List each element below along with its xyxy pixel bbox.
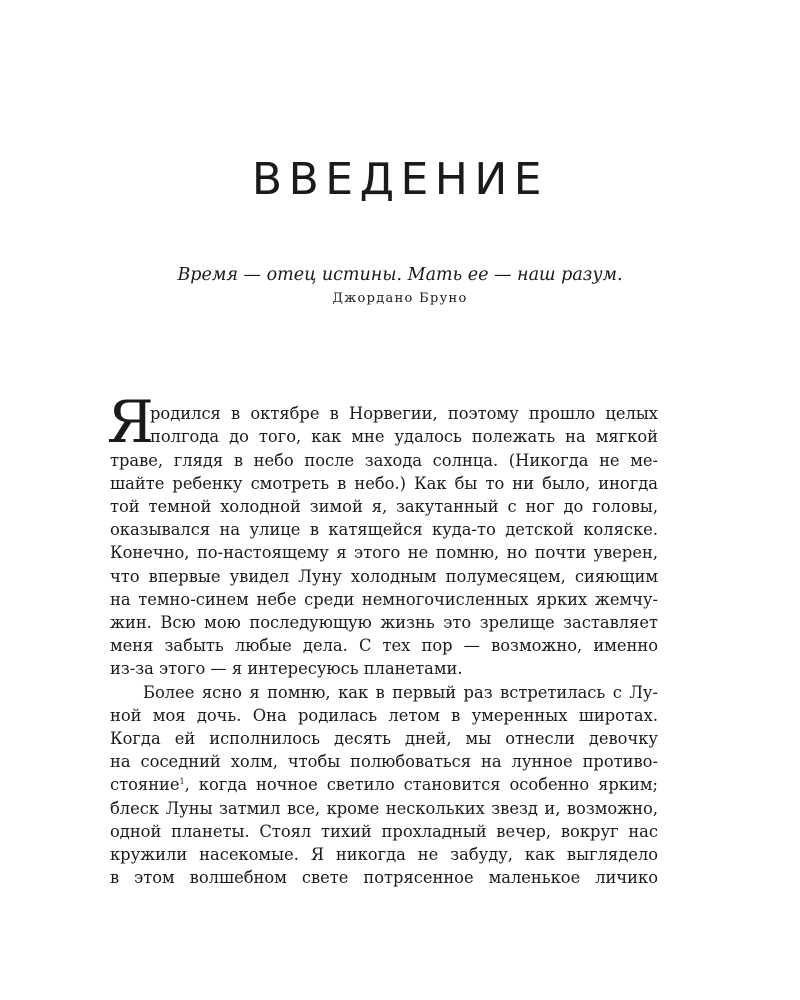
text-fragment: стояние — [110, 775, 180, 794]
text-line: оказывался на улице в катящейся куда-то детской коляске. — [110, 520, 658, 539]
epigraph-author: Джордано Бруно — [332, 291, 468, 306]
text-line: кружили насекомые. Я никогда не забуду, как выглядело — [110, 845, 658, 864]
epigraph — [0, 260, 800, 308]
text-line: в этом волшебном свете потрясенное маленькое личико — [110, 868, 658, 887]
text-line-with-footnote — [110, 773, 658, 796]
text-fragment: , когда ночное светило становится особенно ярким; — [184, 775, 658, 794]
text-line: блеск Луны затмил все, кроме нескольких звезд и, возможно, — [110, 799, 658, 818]
text-line: на соседний холм, чтобы полюбоваться на лунное противо- — [110, 752, 658, 771]
text-line: полгода до того, как мне удалось полежать на мягкой — [150, 427, 658, 446]
text-line: шайте ребенку смотреть в небо.) Как бы то ни было, иногда — [110, 474, 658, 493]
text-line: одной планеты. Стоял тихий прохладный вечер, вокруг нас — [110, 822, 658, 841]
text-line: той темной холодной зимой я, закутанный с ног до головы, — [110, 497, 658, 516]
text-line: траве, глядя в небо после захода солнца. (Никогда не ме- — [110, 451, 658, 470]
drop-cap: Я — [107, 388, 154, 456]
text-line: на темно-синем небе среди немногочисленных ярких жемчу- — [110, 590, 658, 609]
text-line: ной моя дочь. Она родилась летом в умеренных широтах. — [110, 706, 658, 725]
text-line: жин. Всю мою последующую жизнь это зрелище заставляет — [110, 613, 658, 632]
text-line: из-за этого — я интересуюсь планетами. — [110, 659, 463, 678]
text-line: что впервые увидел Луну холодным полумесяцем, сияющим — [110, 567, 658, 586]
text-line: меня забыть любые дела. С тех пор — возможно, именно — [110, 636, 658, 655]
footnote-marker[interactable]: 1 — [179, 777, 185, 786]
text-line: Конечно, по-настоящему я этого не помню, но почти уверен, — [110, 543, 658, 562]
epigraph-quote: Время — отец истины. Мать ее — наш разум. — [177, 265, 623, 285]
text-line: Более ясно я помню, как в первый раз встретилась с Лу- — [143, 683, 658, 702]
text-line: Когда ей исполнилось десять дней, мы отнесли девочку — [110, 729, 658, 748]
page-title: ВВЕДЕНИЕ — [251, 154, 549, 205]
text-line: родился в октябре в Норвегии, поэтому прошло целых — [150, 404, 658, 423]
